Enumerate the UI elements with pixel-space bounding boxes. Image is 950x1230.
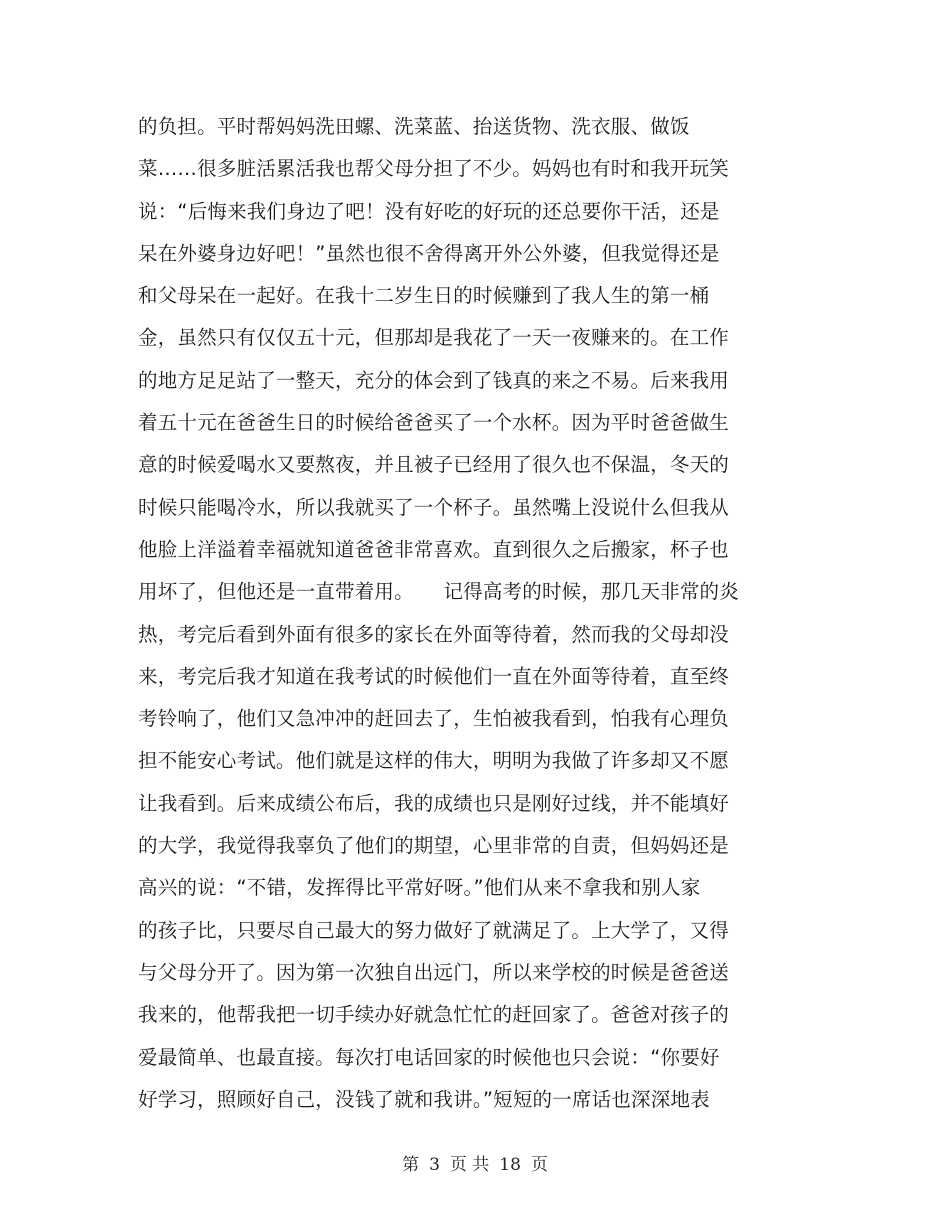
text-line: 来，考完后我才知道在我考试的时候他们一直在外面等待着，直至终 — [138, 664, 730, 688]
text-line: 热，考完后看到外面有很多的家长在外面等待着，然而我的父母却没 — [138, 622, 730, 646]
footer-suffix: 页 — [530, 1155, 548, 1175]
text-line: 的地方足足站了一整天，充分的体会到了钱真的来之不易。后来我用 — [138, 368, 730, 392]
text-line: 担不能安心考试。他们就是这样的伟大，明明为我做了许多却又不愿 — [138, 749, 730, 773]
text-line: 意的时候爱喝水又要熬夜，并且被子已经用了很久也不保温，冬天的 — [138, 453, 730, 477]
text-line: 高兴的说：“不错，发挥得比平常好呀。”他们从来不拿我和别人家 — [138, 876, 701, 900]
text-line: 和父母呆在一起好。在我十二岁生日的时候赚到了我人生的第一桶 — [138, 284, 710, 308]
text-line: 金，虽然只有仅仅五十元，但那却是我花了一天一夜赚来的。在工作 — [138, 326, 730, 350]
text-line: 考铃响了，他们又急冲冲的赶回去了，生怕被我看到，怕我有心理负 — [138, 707, 730, 731]
text-line: 的大学，我觉得我辜负了他们的期望，心里非常的自责，但妈妈还是 — [138, 834, 730, 858]
footer-prefix: 第 — [402, 1155, 420, 1175]
current-page-number: 3 — [429, 1155, 440, 1175]
text-line: 好学习，照顾好自己，没钱了就和我讲。”短短的一席话也深深地表 — [138, 1087, 710, 1111]
text-line: 时候只能喝冷水，所以我就买了一个杯子。虽然嘴上没说什么但我从 — [138, 495, 730, 519]
text-line: 说：“后悔来我们身边了吧！没有好吃的好玩的还总要你干活，还是 — [138, 199, 720, 223]
footer-middle: 页 共 — [449, 1155, 490, 1175]
text-line: 与父母分开了。因为第一次独自出远门，所以来学校的时候是爸爸送 — [138, 960, 730, 984]
text-line: 菜……很多脏活累活我也帮父母分担了不少。妈妈也有时和我开玩笑 — [138, 157, 730, 181]
text-line: 他脸上洋溢着幸福就知道爸爸非常喜欢。直到很久之后搬家，杯子也 — [138, 537, 730, 561]
text-line: 爱最简单、也最直接。每次打电话回家的时候他也只会说：“你要好 — [138, 1045, 720, 1069]
total-pages-number: 18 — [499, 1155, 521, 1175]
text-line: 着五十元在爸爸生日的时候给爸爸买了一个水杯。因为平时爸爸做生 — [138, 411, 730, 435]
page-footer — [0, 1150, 950, 1175]
text-line: 呆在外婆身边好吧！”虽然也很不舍得离开外公外婆，但我觉得还是 — [138, 241, 720, 265]
text-line: 我来的，他帮我把一切手续办好就急忙忙的赶回家了。爸爸对孩子的 — [138, 1003, 730, 1027]
body-text — [138, 106, 798, 1121]
text-line: 的负担。平时帮妈妈洗田螺、洗菜蓝、抬送货物、洗衣服、做饭 — [138, 115, 690, 138]
text-line: 的孩子比，只要尽自己最大的努力做好了就满足了。上大学了，又得 — [138, 918, 730, 942]
text-line: 用坏了，但他还是一直带着用。 记得高考的时候，那几天非常的炎 — [138, 580, 739, 604]
text-line: 让我看到。后来成绩公布后，我的成绩也只是刚好过线，并不能填好 — [138, 791, 730, 815]
